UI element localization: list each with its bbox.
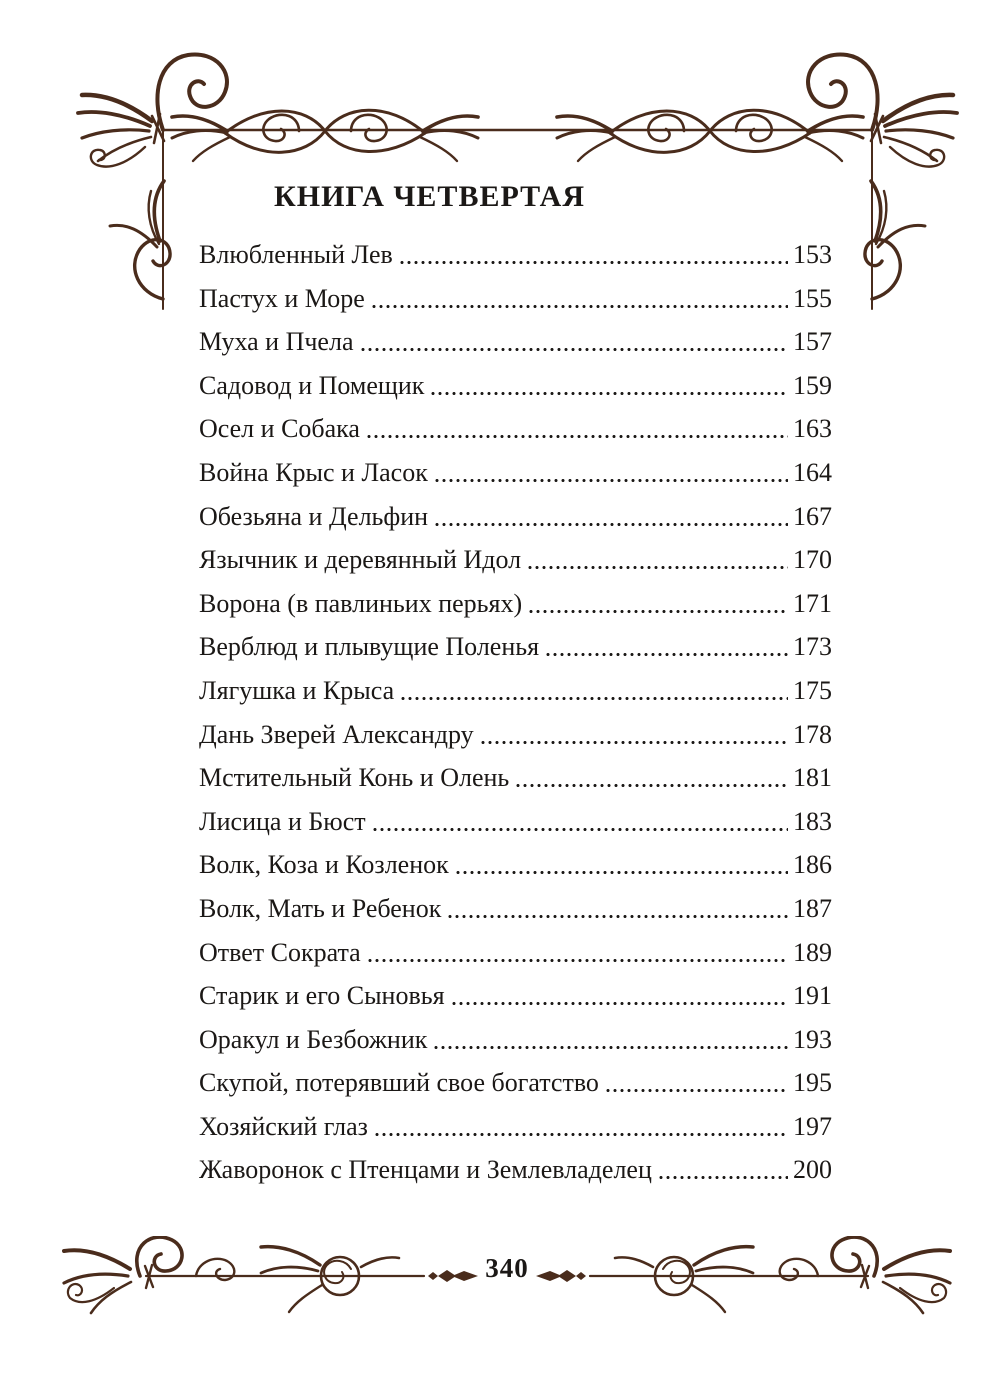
toc-entry — [199, 807, 832, 837]
dot-leader — [372, 304, 788, 309]
toc-entry-title: Скупой, потерявший свое богатство — [199, 1068, 599, 1098]
toc-entry-title: Война Крыс и Ласок — [199, 457, 428, 487]
dot-leader — [448, 914, 788, 919]
dot-leader — [373, 827, 788, 832]
toc-entry-title: Влюбленный Лев — [199, 240, 393, 269]
toc-entry — [199, 414, 832, 444]
toc-entry-title: Волк, Коза и Козленок — [199, 850, 449, 880]
toc-entry-page: 163 — [793, 414, 832, 444]
toc-entry — [199, 371, 832, 401]
toc-entry — [199, 676, 832, 706]
toc-entry — [199, 981, 832, 1011]
toc-entry — [199, 1068, 832, 1098]
toc-entry-title: Язычник и деревянный Идол — [199, 545, 522, 575]
toc-entry-page: 181 — [793, 763, 832, 793]
toc-entry-page: 173 — [793, 632, 832, 662]
dot-leader — [528, 565, 788, 570]
toc-entry — [199, 502, 832, 532]
dot-leader — [529, 609, 788, 614]
toc-list — [199, 240, 832, 1185]
toc-entry — [199, 1025, 832, 1055]
toc-entry-title: Лисица и Бюст — [199, 806, 366, 836]
toc-entry-title: Дань Зверей Александру — [199, 719, 474, 749]
dot-leader — [400, 260, 788, 265]
dot-leader — [435, 522, 788, 527]
scroll-ornament-right-icon — [557, 110, 863, 161]
toc-entry-title: Пастух и Море — [199, 283, 365, 313]
toc-entry-page: 157 — [793, 327, 832, 357]
toc-entry-page: 191 — [793, 981, 832, 1011]
toc-entry-page: 164 — [793, 457, 832, 487]
dot-leader — [401, 696, 788, 701]
toc-entry — [199, 1155, 832, 1185]
side-flourish-right-icon — [865, 130, 925, 309]
toc-entry-title: Жаворонок с Птенцами и Землевладелец — [199, 1155, 652, 1185]
toc-entry-page: 193 — [793, 1024, 832, 1054]
toc-entry-page: 200 — [793, 1155, 832, 1185]
toc-entry — [199, 545, 832, 575]
dot-leader — [452, 1001, 788, 1006]
toc-entry — [199, 327, 832, 357]
toc-entry-title: Муха и Пчела — [199, 327, 354, 357]
toc-entry — [199, 720, 832, 750]
dot-leader — [431, 391, 788, 396]
toc-entry — [199, 1112, 832, 1142]
toc-entry-title: Волк, Мать и Ребенок — [199, 893, 442, 923]
toc-entry — [199, 589, 832, 619]
page-number: 340 — [485, 1253, 529, 1283]
toc-entry-title: Верблюд и плывущие Поленья — [199, 632, 540, 662]
toc-entry — [199, 632, 832, 662]
toc-entry-page: 195 — [793, 1068, 832, 1098]
dot-leader — [606, 1088, 788, 1093]
toc-entry — [199, 763, 832, 793]
toc-entry-page: 197 — [793, 1111, 832, 1141]
toc-entry-title: Старик и его Сыновья — [199, 981, 445, 1011]
toc-entry-title: Ворона (в павлиньих перьях) — [199, 588, 523, 618]
dot-leader — [361, 347, 789, 352]
dot-leader — [546, 652, 788, 657]
toc-entry — [199, 458, 832, 488]
toc-entry-page: 189 — [793, 937, 832, 967]
toc-entry-page: 167 — [793, 501, 832, 531]
toc-entry — [199, 850, 832, 880]
dot-leader — [516, 783, 788, 788]
toc-entry-page: 186 — [793, 850, 832, 880]
toc-entry-title: Ответ Сократа — [199, 937, 361, 967]
toc-entry-title: Осел и Собака — [199, 414, 360, 444]
section-title: КНИГА ЧЕТВЕРТАЯ — [274, 180, 586, 213]
dot-leader — [659, 1175, 788, 1180]
toc-entry-page: 187 — [793, 893, 832, 923]
toc-entry-page: 175 — [793, 675, 832, 705]
toc-entry-page: 171 — [793, 588, 832, 618]
dot-leader — [375, 1132, 788, 1137]
dot-leader — [434, 1045, 788, 1050]
toc-entry-page: 159 — [793, 370, 832, 400]
toc-entry-title: Лягушка и Крыса — [199, 675, 395, 705]
toc-entry-page: 170 — [793, 545, 832, 575]
divider-flourish-right-icon — [536, 1247, 868, 1312]
dot-leader — [481, 740, 788, 745]
toc-entry-title: Садовод и Помещик — [199, 370, 425, 400]
toc-entry — [199, 284, 832, 314]
toc-entry-page: 178 — [793, 719, 832, 749]
toc-entry-title: Оракул и Безбожник — [199, 1024, 428, 1054]
toc-entry-page: 155 — [793, 283, 832, 313]
dot-leader — [368, 958, 788, 963]
toc-entry — [199, 938, 832, 968]
toc-entry-title: Обезьяна и Дельфин — [199, 501, 429, 531]
toc-entry — [199, 894, 832, 924]
toc-entry — [199, 240, 832, 270]
dot-leader — [435, 478, 788, 483]
toc-entry-title: Мстительный Конь и Олень — [199, 763, 510, 793]
toc-entry-page: 183 — [793, 806, 832, 836]
dot-leader — [367, 434, 788, 439]
toc-entry-title: Хозяйский глаз — [199, 1111, 368, 1141]
dot-leader — [456, 870, 788, 875]
divider-flourish-left-icon — [146, 1247, 478, 1312]
scroll-ornament-left-icon — [172, 110, 478, 161]
side-flourish-left-icon — [110, 130, 170, 309]
toc-entry-page: 153 — [793, 240, 832, 269]
